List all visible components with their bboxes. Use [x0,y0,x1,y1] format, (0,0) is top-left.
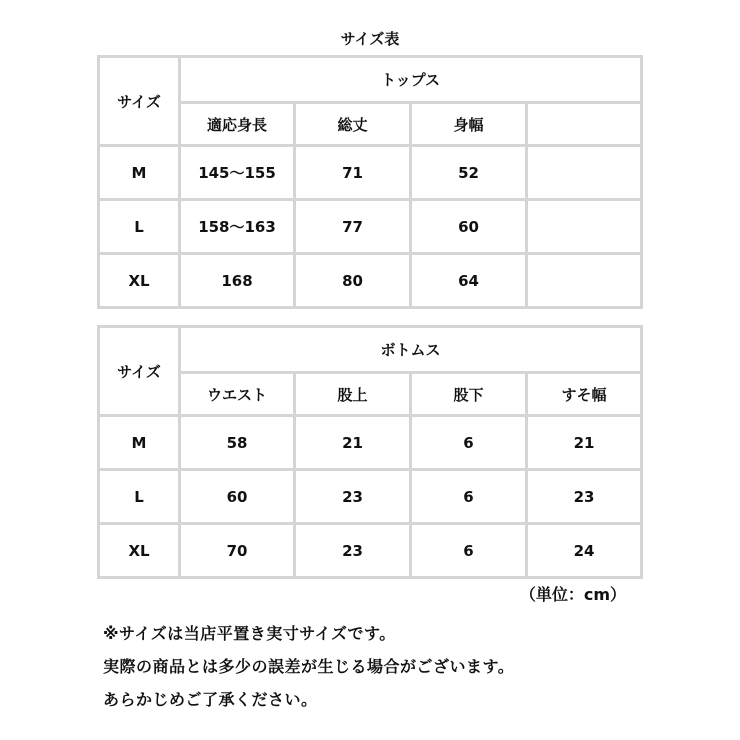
table-cell: 77 [295,200,411,254]
note-line: ※サイズは当店平置き実寸サイズです。 [103,624,396,643]
column-header: 総丈 [295,103,411,146]
units-label: （単位：cm） [519,585,626,604]
table-cell: 168 [180,254,295,308]
table-row [99,146,642,200]
column-header: 股下 [411,373,527,416]
table-cell: 6 [411,470,527,524]
table-cell: 60 [411,200,527,254]
size-chart-title: サイズ表 [340,30,400,48]
table-cell: 23 [527,470,642,524]
size-header: サイズ [99,57,180,146]
table-cell: 21 [527,416,642,470]
table-cell: 158～163 [180,200,295,254]
size-label: L [99,200,180,254]
table-cell: 23 [295,524,411,578]
table-cell: 6 [411,416,527,470]
table-cell: 80 [295,254,411,308]
table-cell: 58 [180,416,295,470]
bottoms-size-table [97,325,643,579]
table-cell: 23 [295,470,411,524]
note-line: あらかじめご了承ください。 [103,690,318,709]
table-row [99,470,642,524]
table-cell [527,200,642,254]
tops-group-header: トップス [180,57,642,103]
table-cell: 52 [411,146,527,200]
size-label: XL [99,254,180,308]
bottoms-group-header: ボトムス [180,327,642,373]
note-line: 実際の商品とは多少の誤差が生じる場合がございます。 [103,657,515,676]
column-header: ウエスト [180,373,295,416]
table-cell: 21 [295,416,411,470]
table-row [99,416,642,470]
size-label: M [99,146,180,200]
column-header: 適応身長 [180,103,295,146]
column-header [527,103,642,146]
column-header: 股上 [295,373,411,416]
table-cell [527,146,642,200]
table-cell: 6 [411,524,527,578]
table-cell: 24 [527,524,642,578]
table-row [99,524,642,578]
column-header: 身幅 [411,103,527,146]
size-header: サイズ [99,327,180,416]
size-label: XL [99,524,180,578]
size-label: M [99,416,180,470]
table-cell: 60 [180,470,295,524]
table-cell: 64 [411,254,527,308]
size-label: L [99,470,180,524]
table-cell: 145～155 [180,146,295,200]
tops-size-table [97,55,643,309]
table-row [99,254,642,308]
column-header: すそ幅 [527,373,642,416]
table-cell [527,254,642,308]
table-cell: 71 [295,146,411,200]
table-cell: 70 [180,524,295,578]
table-row [99,200,642,254]
